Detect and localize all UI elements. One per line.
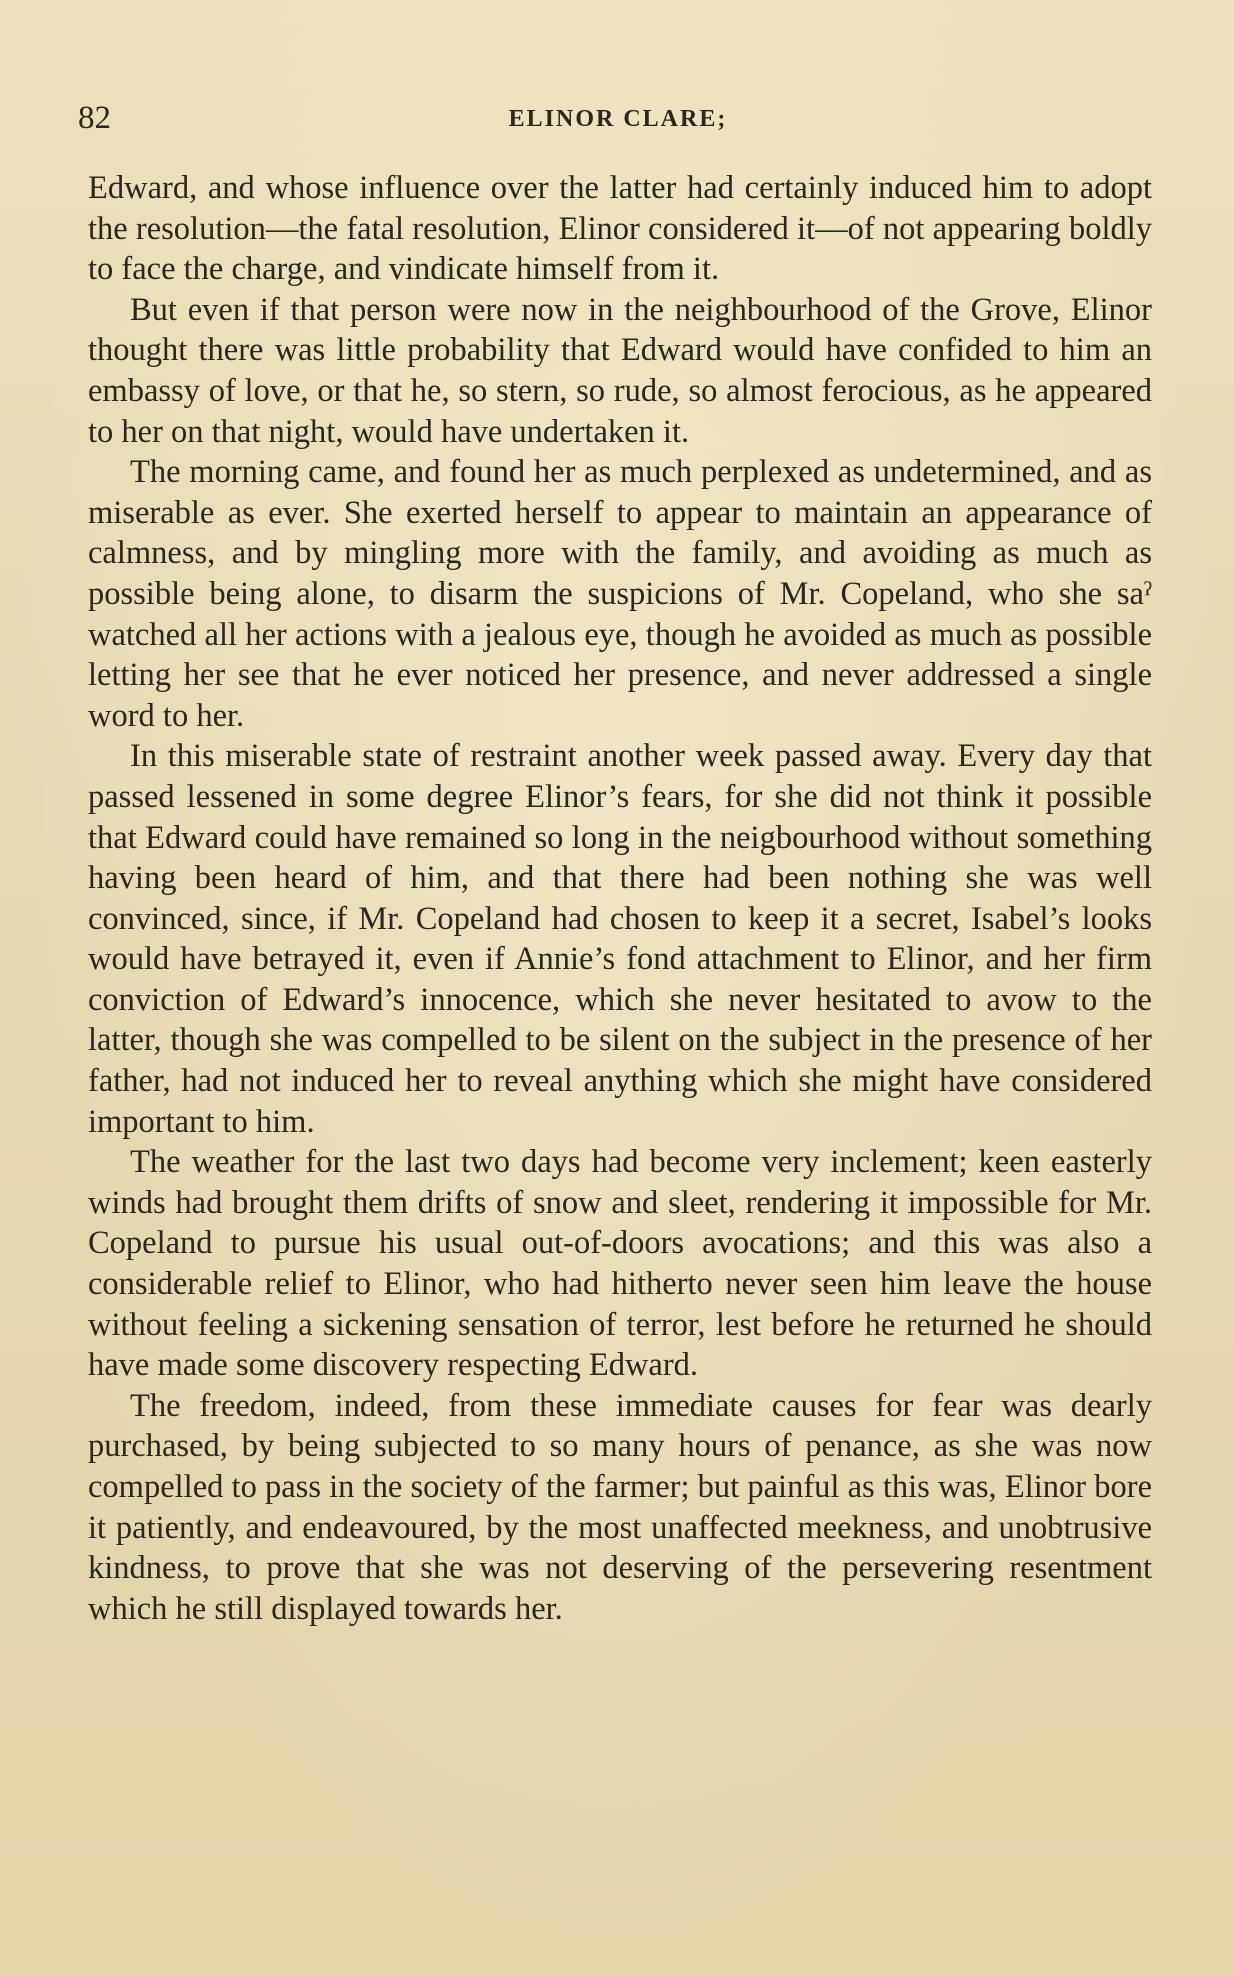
page-header [78, 100, 1158, 144]
paragraph: The weather for the last two days had become very inclement; keen easterly winds had brought them drifts of snow and sleet, rendering it impossible for Mr. Copeland to pursue his usual out-of-doors avocations; and this was also a considerable relief to Elinor, who had hitherto never seen him leave the house without feeling a sickening sensation of terror, lest before he returned he should have made some discovery respecting Edward. [88, 1144, 1152, 1384]
paragraph: The morning came, and found her as much perplexed as undetermined, and as miserable as ever. She exerted herself to appear to maintain an appearance of calmness, and by mingling more with the family, and avoiding as much as possible being alone, to disarm the suspicions of Mr. Copeland, who she saˀ watched all her actions with a jealous eye, though he avoided as much as possible letting her see that he ever noticed her presence, and never addressed a single word to her. [88, 454, 1152, 734]
body-text [88, 168, 1152, 1629]
paragraph: Edward, and whose influence over the latter had certainly induced him to adopt the resolution—the fatal resolution, Elinor considered it—of not appearing boldly to face the charge, and vindicate himself from it. [88, 170, 1152, 288]
running-head: ELINOR CLARE; [508, 106, 728, 132]
paragraph: But even if that person were now in the neighbourhood of the Grove, Elinor thought there was little probability that Edward would have confided to him an embassy of love, or that he, so stern, so rude, so almost ferocious, as he appeared to her on that night, would have undertaken it. [88, 291, 1152, 450]
paragraph: In this miserable state of restraint another week passed away. Every day that passed lessened in some degree Elinor’s fears, for she did not think it possible that Edward could have remained so long in the neigbourhood without something having been heard of him, and that there had been nothing she was well convinced, since, if Mr. Copeland had chosen to keep it a secret, Isabel’s looks would have betrayed it, even if Annie’s fond attachment to Elinor, and her firm conviction of Edward’s innocence, which she never hesitated to avow to the latter, though she was compelled to be silent on the subject in the presence of her father, had not induced her to reveal anything which she might have considered important to him. [88, 738, 1152, 1140]
page-number: 82 [78, 100, 111, 136]
paragraph: The freedom, indeed, from these immediate causes for fear was dearly purchased, by being subjected to so many hours of penance, as she was now compelled to pass in the society of the farmer; but painful as this was, Elinor bore it patiently, and endeavoured, by the most unaffected meekness, and unobtrusive kindness, to prove that she was not deserving of the persevering resentment which he still displayed towards her. [88, 1387, 1152, 1627]
